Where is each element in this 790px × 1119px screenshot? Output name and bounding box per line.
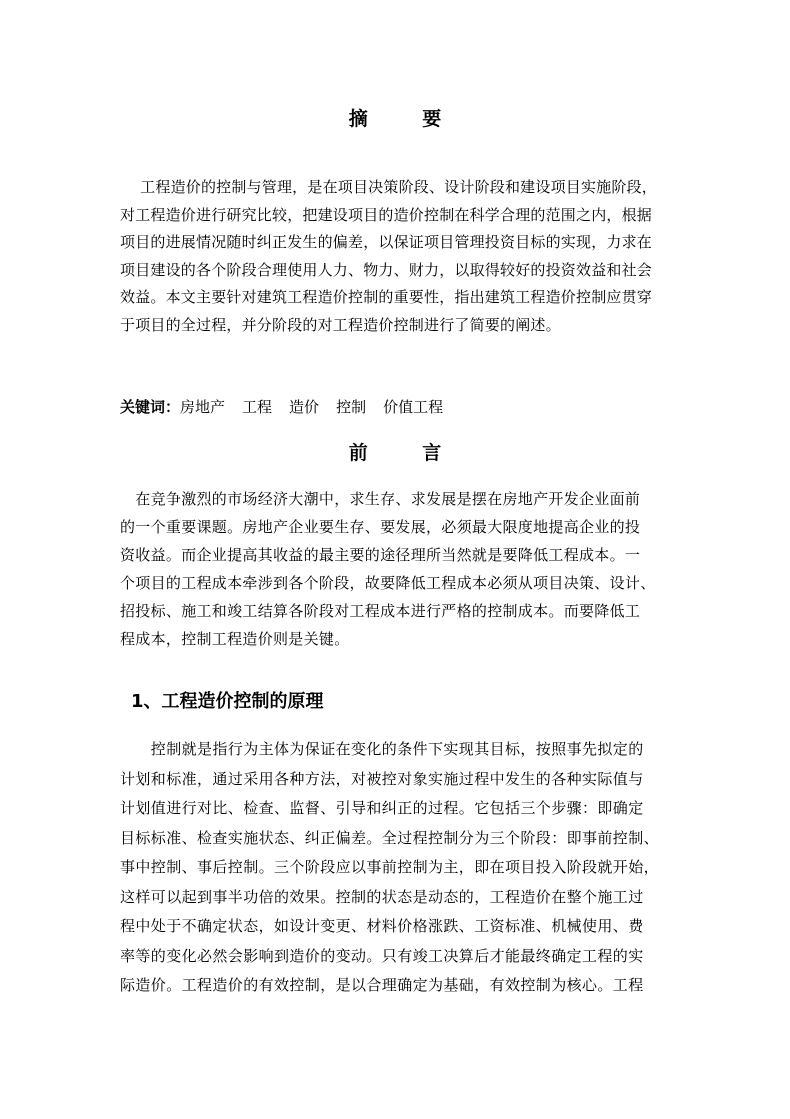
section-line: 计划和标准，通过采用各种方法，对被控对象实施过程中发生的各种实际值与 xyxy=(120,769,644,788)
keyword: 造价 xyxy=(289,398,320,416)
preface-title: 前 言 xyxy=(348,442,466,464)
section-paragraph xyxy=(120,735,676,1001)
section-line: 计划值进行对比、检查、监督、引导和纠正的过程。它包括三个步骤：即确定 xyxy=(120,799,644,817)
section-line: 事中控制、事后控制。三个阶段应以事前控制为主，即在项目投入阶段就开始， xyxy=(120,858,660,876)
section-line: 这样可以起到事半功倍的效果。控制的状态是动态的，工程造价在整个施工过 xyxy=(120,887,644,906)
abstract-line: 项目建设的各个阶段合理使用人力、物力、财力，以取得较好的投资效益和社会 xyxy=(120,260,653,279)
abstract-paragraph xyxy=(120,174,676,339)
keywords-label: 关键词： xyxy=(120,398,181,416)
abstract-title: 摘 要 xyxy=(348,108,466,130)
keyword: 价值工程 xyxy=(383,398,444,416)
keyword: 控制 xyxy=(336,398,367,416)
section-line: 目标标准、检查实施状态、纠正偏差。全过程控制分为三个阶段：即事前控制、 xyxy=(120,828,660,847)
keyword: 工程 xyxy=(242,398,273,416)
preface-line: 的一个重要课题。房地产企业要生存、要发展，必须最大限度地提高企业的投 xyxy=(120,518,641,536)
section-line: 际造价。工程造价的有效控制，是以合理确定为基础，有效控制为核心。工程 xyxy=(120,976,644,994)
abstract-line: 对工程造价进行研究比较，把建设项目的造价控制在科学合理的范围之内，根据 xyxy=(120,205,653,224)
section-line: 控制就是指行为主体为保证在变化的条件下实现其目标，按照事先拟定的 xyxy=(120,740,644,758)
abstract-line: 效益。本文主要针对建筑工程造价控制的重要性，指出建筑工程造价控制应贯穿 xyxy=(120,288,653,306)
preface-paragraph xyxy=(120,485,676,653)
abstract-line: 于项目的全过程，并分阶段的对工程造价控制进行了简要的阐述。 xyxy=(120,315,561,334)
section-line: 率等的变化必然会影响到造价的变动。只有竣工决算后才能最终确定工程的实 xyxy=(120,946,644,965)
keywords-line xyxy=(120,396,460,417)
abstract-line: 项目的进展情况随时纠正发生的偏差，以保证项目管理投资目标的实现，力求在 xyxy=(120,233,653,251)
keyword: 房地产 xyxy=(180,398,226,416)
preface-line: 程成本，控制工程造价则是关键。 xyxy=(120,630,350,648)
preface-line: 资收益。而企业提高其收益的最主要的途径理所当然就是要降低工程成本。一 xyxy=(120,546,641,564)
preface-line: 个项目的工程成本牵涉到各个阶段，故要降低工程成本必须从项目决策、设计、 xyxy=(120,574,656,592)
preface-line: 在竞争激烈的市场经济大潮中，求生存、求发展是摆在房地产开发企业面前 xyxy=(120,490,641,508)
section-heading: 1、工程造价控制的原理 xyxy=(131,691,324,712)
section-line: 程中处于不确定状态，如设计变更、材料价格涨跌、工资标准、机械使用、费 xyxy=(120,917,644,935)
preface-line: 招投标、施工和竣工结算各阶段对工程成本进行严格的控制成本。而要降低工 xyxy=(120,602,641,620)
abstract-line: 工程造价的控制与管理，是在项目决策阶段、设计阶段和建设项目实施阶段， xyxy=(120,178,657,196)
